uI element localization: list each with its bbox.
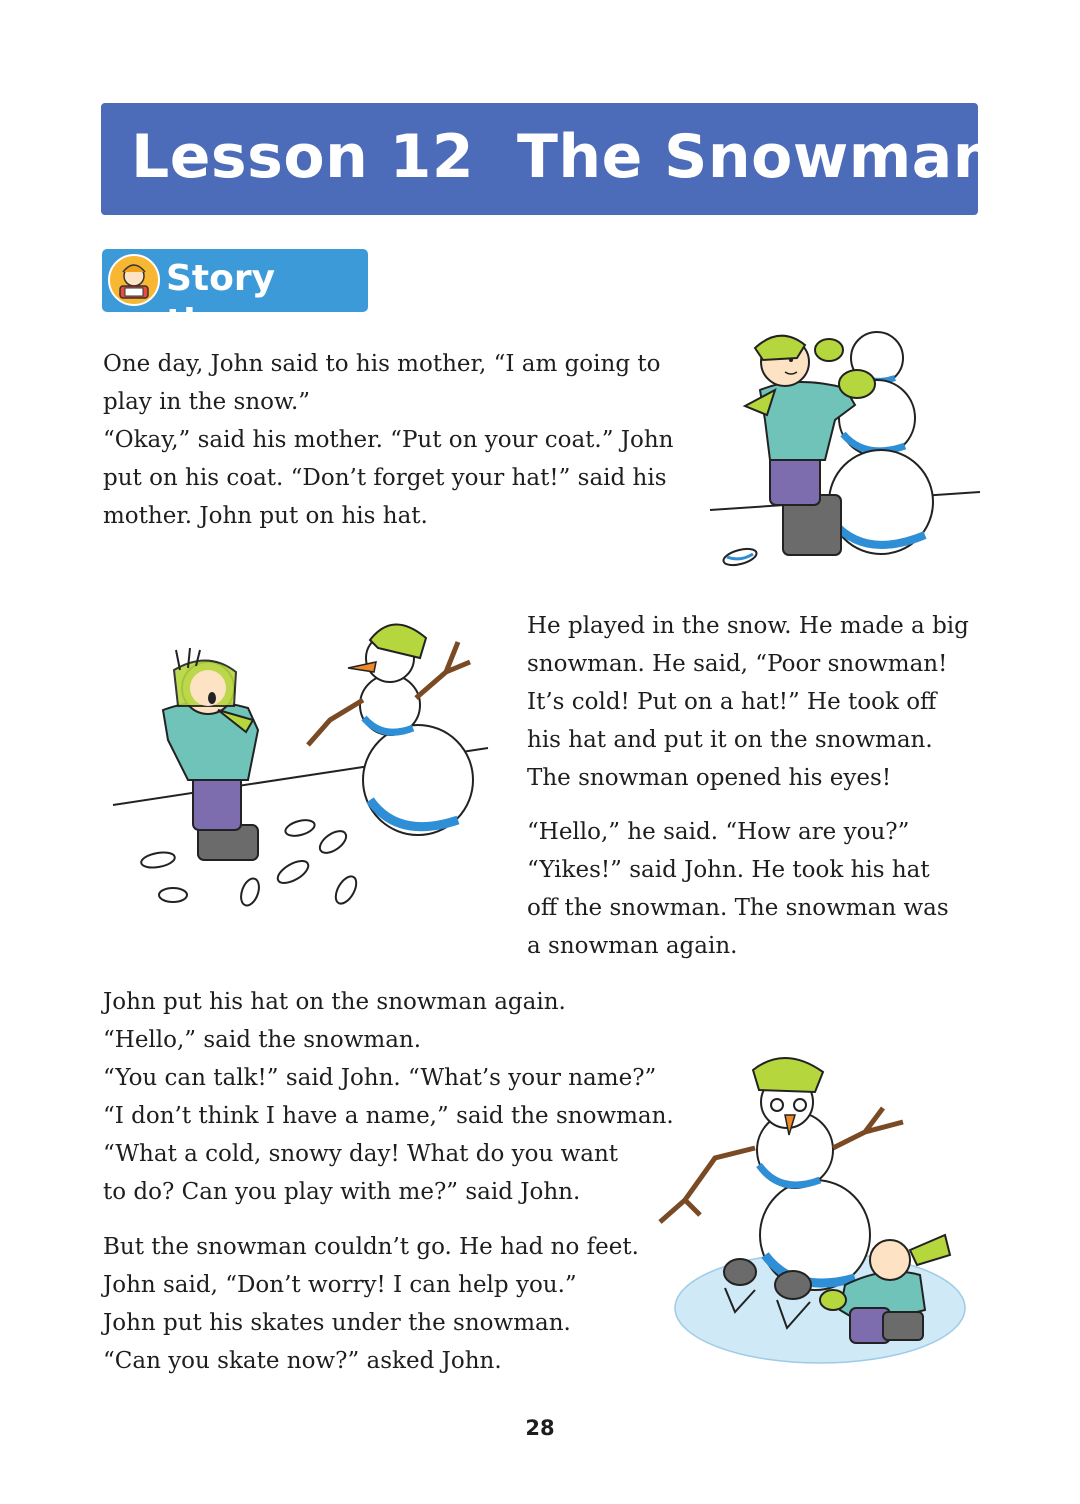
text-line: One day, John said to his mother, “I am going to: [103, 351, 661, 377]
text-line: He played in the snow. He made a big: [527, 613, 969, 639]
text-line: mother. John put on his hat.: [103, 503, 428, 529]
story-paragraph-4: [103, 983, 674, 1211]
text-line: put on his coat. “Don’t forget your hat!” said his: [103, 465, 667, 491]
story-time-label: Story time: [166, 258, 276, 343]
lesson-title: Lesson 12 The Snowman: [131, 122, 996, 192]
story-paragraph-1: [103, 345, 673, 535]
story-paragraph-2: [527, 607, 969, 797]
text-line: his hat and put it on the snowman.: [527, 727, 933, 753]
page-number: 28: [525, 1416, 555, 1440]
skating-snowman-illustration: [655, 1050, 975, 1370]
surprised-boy-snowman-illustration: [108, 610, 493, 915]
text-line: “Can you skate now?” asked John.: [103, 1348, 502, 1374]
text-line: John said, “Don’t worry! I can help you.”: [103, 1272, 577, 1298]
text-line: play in the snow.”: [103, 389, 311, 415]
text-line: “Hello,” said the snowman.: [103, 1027, 422, 1053]
reading-boy-icon: [108, 254, 160, 306]
text-line: to do? Can you play with me?” said John.: [103, 1179, 581, 1205]
story-paragraph-3: [527, 813, 949, 965]
story-paragraph-5: [103, 1228, 639, 1380]
text-line: “Yikes!” said John. He took his hat: [527, 857, 930, 883]
lesson-title-banner: [101, 103, 996, 215]
text-line: “You can talk!” said John. “What’s your name?”: [103, 1065, 657, 1091]
text-line: snowman. He said, “Poor snowman!: [527, 651, 948, 677]
text-line: John put his skates under the snowman.: [103, 1310, 571, 1336]
story-time-tag: [102, 249, 368, 343]
text-line: John put his hat on the snowman again.: [103, 989, 566, 1015]
text-line: “Okay,” said his mother. “Put on your coat.” John: [103, 427, 674, 453]
text-line: “I don’t think I have a name,” said the snowman.: [103, 1103, 674, 1129]
text-line: a snowman again.: [527, 933, 738, 959]
boy-building-snowman-illustration: [705, 320, 985, 575]
text-line: The snowman opened his eyes!: [527, 765, 892, 791]
text-line: “What a cold, snowy day! What do you want: [103, 1141, 619, 1167]
text-line: off the snowman. The snowman was: [527, 895, 949, 921]
text-line: “Hello,” he said. “How are you?”: [527, 819, 910, 845]
text-line: But the snowman couldn’t go. He had no feet.: [103, 1234, 639, 1260]
text-line: It’s cold! Put on a hat!” He took off: [527, 689, 937, 715]
